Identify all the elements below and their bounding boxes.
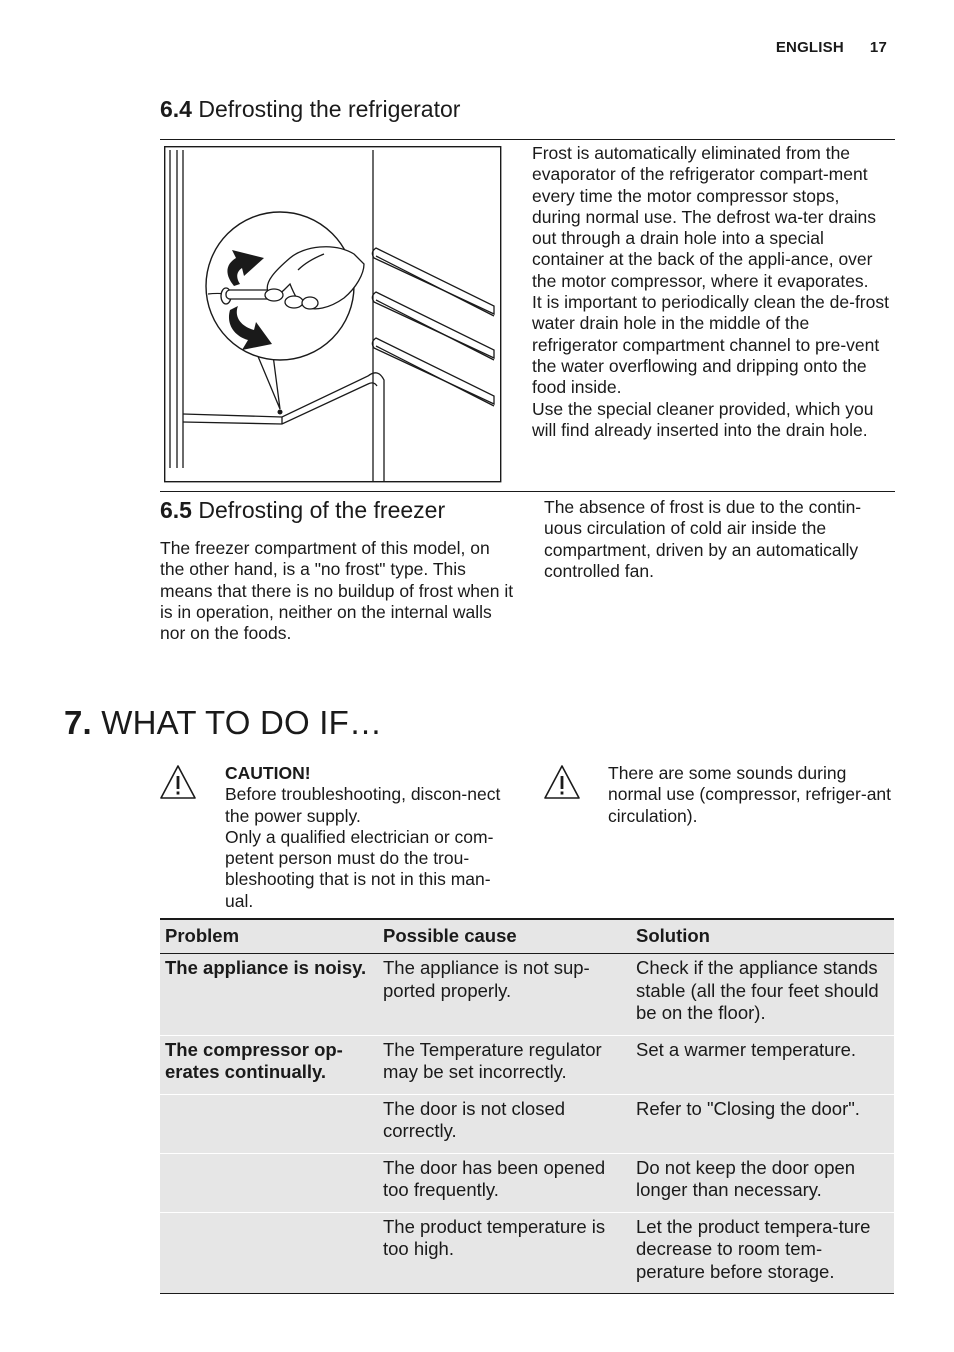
section-6-4-heading xyxy=(160,96,460,123)
problem-cell: The compressor op-erates continually. xyxy=(160,1035,378,1094)
section-6-4-top-rule xyxy=(160,139,895,140)
problem-cell xyxy=(160,1153,378,1212)
section-6-5-title: Defrosting of the freezer xyxy=(198,497,446,523)
section-6-5-top-rule xyxy=(160,491,895,492)
section-6-5-heading xyxy=(160,497,445,524)
problem-cell xyxy=(160,1094,378,1153)
section-6-4-text xyxy=(532,143,892,441)
troubleshooting-table xyxy=(160,918,894,1294)
table-row xyxy=(160,1094,894,1153)
solution-cell: Do not keep the door open longer than necessary. xyxy=(631,1153,894,1212)
sounds-note: There are some sounds during normal use (compressor, refriger-ant circulation). xyxy=(608,763,892,826)
solution-cell: Set a warmer temperature. xyxy=(631,1035,894,1094)
cause-cell: The appliance is not sup-ported properly. xyxy=(378,954,631,1036)
solution-cell: Refer to "Closing the door". xyxy=(631,1094,894,1153)
section-6-5-left-text: The freezer compartment of this model, on the other hand, is a "no frost" type. This means that there is no buildup of frost when it is in operation, neither on the internal walls nor on the foods. xyxy=(160,538,514,644)
solution-cell: Let the product tempera-ture decrease to room tem-perature before storage. xyxy=(631,1212,894,1294)
column-header-cause: Possible cause xyxy=(378,919,631,954)
warning-triangle-icon xyxy=(159,764,197,800)
solution-cell: Check if the appliance stands stable (all the four feet should be on the floor). xyxy=(631,954,894,1036)
column-header-solution: Solution xyxy=(631,919,894,954)
cause-cell: The Temperature regulator may be set incorrectly. xyxy=(378,1035,631,1094)
section-6-5-right-text: The absence of frost is due to the contin-uous circulation of cold air inside the compartment, driven by an automatically controlled fan. xyxy=(544,497,862,581)
page-number: 17 xyxy=(869,39,887,56)
page-header xyxy=(776,39,887,56)
column-header-problem: Problem xyxy=(160,919,378,954)
cause-cell: The product temperature is too high. xyxy=(378,1212,631,1294)
table-row xyxy=(160,954,894,1036)
problem-cell: The appliance is noisy. xyxy=(160,954,378,1036)
section-6-4-title: Defrosting the refrigerator xyxy=(198,96,461,122)
table-header-row xyxy=(160,919,894,954)
caution-label: CAUTION! xyxy=(225,763,311,783)
caution-line: Only a qualified electrician or com-petent person must do the trou-bleshooting that is not in this man-ual. xyxy=(225,826,494,911)
drain-hole-cleaning-illustration xyxy=(164,146,502,483)
section-7-heading xyxy=(64,704,382,742)
table-row xyxy=(160,1212,894,1294)
language-label: ENGLISH xyxy=(775,39,844,56)
paragraph: It is important to periodically clean the de-frost water drain hole in the middle of the refrigerator compartment channel to pre-vent the water overflowing and dripping onto the food inside. xyxy=(532,292,889,398)
cause-cell: The door has been opened too frequently. xyxy=(378,1153,631,1212)
table-row xyxy=(160,1035,894,1094)
section-6-4-number: 6.4 xyxy=(160,96,192,122)
table-row xyxy=(160,1153,894,1212)
paragraph: Use the special cleaner provided, which you will find already inserted into the drain hole. xyxy=(532,398,874,440)
section-6-5-number: 6.5 xyxy=(160,497,192,523)
cause-cell: The door is not closed correctly. xyxy=(378,1094,631,1153)
section-7-number: 7. xyxy=(64,704,92,741)
caution-block xyxy=(225,763,517,912)
warning-triangle-icon xyxy=(543,764,581,800)
caution-line: Before troubleshooting, discon-nect the power supply. xyxy=(225,784,501,826)
section-7-title: WHAT TO DO IF… xyxy=(101,704,383,741)
paragraph: Frost is automatically eliminated from the evaporator of the refrigerator compart-ment every time the motor compressor stops, during normal use. The defrost wa-ter drains out through a drain hole into a special container at the back of the appli-ance, over the motor compressor, where it evaporates. xyxy=(532,143,877,291)
problem-cell xyxy=(160,1212,378,1294)
